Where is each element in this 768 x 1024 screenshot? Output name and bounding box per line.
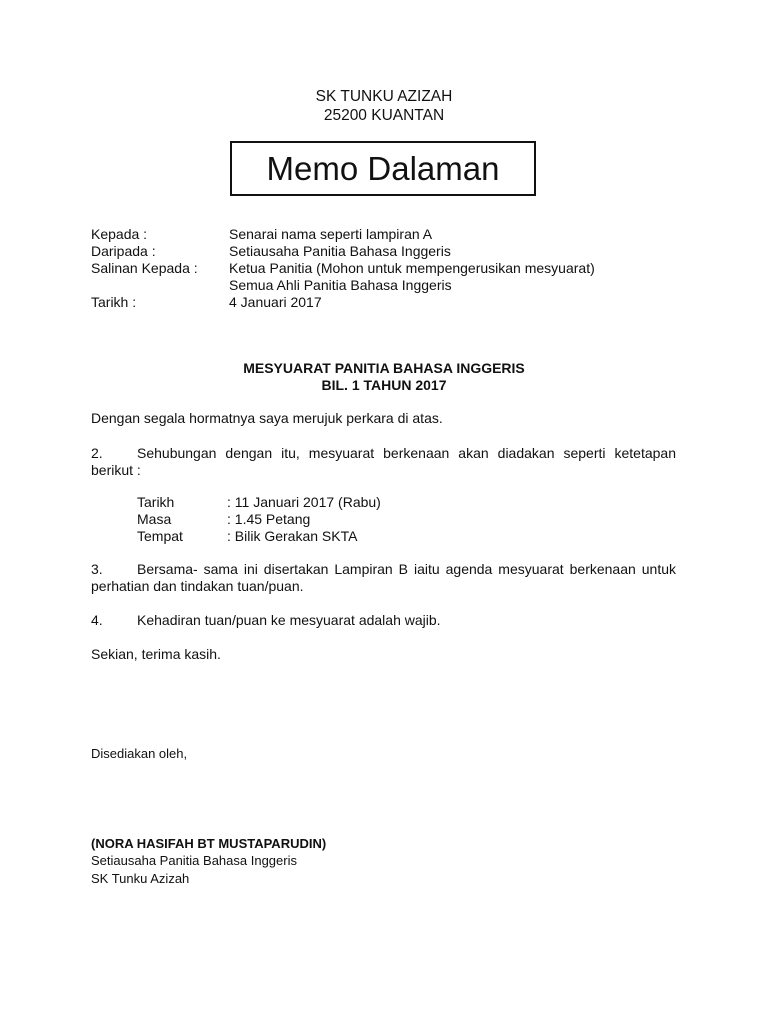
- routing-value-kepada: Senarai nama seperti lampiran A: [229, 226, 433, 242]
- detail-label-tarikh: Tarikh: [137, 494, 175, 510]
- routing-value-salinan-2: Semua Ahli Panitia Bahasa Inggeris: [229, 277, 452, 293]
- detail-value-tarikh: : 11 Januari 2017 (Rabu): [227, 494, 381, 510]
- signatory-name: (NORA HASIFAH BT MUSTAPARUDIN): [91, 836, 327, 851]
- paragraph-3-number: 3.: [91, 561, 103, 577]
- prepared-by: Disediakan oleh,: [91, 746, 188, 761]
- detail-label-masa: Masa: [137, 511, 172, 527]
- paragraph-4-text: Kehadiran tuan/puan ke mesyuarat adalah wajib.: [137, 612, 441, 628]
- memo-title: Memo Dalaman: [266, 149, 500, 187]
- signatory-organization: SK Tunku Azizah: [91, 871, 190, 886]
- paragraph-2-number: 2.: [91, 445, 103, 461]
- closing-line: Sekian, terima kasih.: [91, 646, 221, 662]
- routing-value-daripada: Setiausaha Panitia Bahasa Inggeris: [229, 243, 451, 259]
- paragraph-3: [91, 561, 676, 595]
- routing-value-salinan: Ketua Panitia (Mohon untuk mempengerusikan mesyuarat): [229, 260, 595, 276]
- paragraph-3-text: Bersama- sama ini disertakan Lampiran B iaitu agenda mesyuarat berkenaan untuk perhatian dan tindakan tuan/puan.: [91, 561, 676, 594]
- school-address: 25200 KUANTAN: [323, 107, 445, 124]
- signatory-position: Setiausaha Panitia Bahasa Inggeris: [91, 853, 297, 868]
- memo-title-box: [230, 141, 536, 196]
- school-name: SK TUNKU AZIZAH: [315, 88, 453, 105]
- detail-label-tempat: Tempat: [137, 528, 183, 544]
- detail-value-tempat: : Bilik Gerakan SKTA: [227, 528, 358, 544]
- routing-label-daripada: Daripada :: [91, 243, 156, 259]
- paragraph-2: [91, 445, 676, 479]
- routing-value-tarikh: 4 Januari 2017: [229, 294, 322, 310]
- paragraph-4: [91, 612, 441, 629]
- routing-label-tarikh: Tarikh :: [91, 294, 137, 310]
- paragraph-4-number: 4.: [91, 612, 103, 628]
- routing-label-salinan: Salinan Kepada :: [91, 260, 198, 276]
- subject-line-2: BIL. 1 TAHUN 2017: [321, 377, 447, 393]
- paragraph-2-text: Sehubungan dengan itu, mesyuarat berkenaan akan diadakan seperti ketetapan berikut :: [91, 445, 676, 478]
- subject-line-1: MESYUARAT PANITIA BAHASA INGGERIS: [243, 360, 525, 376]
- routing-label-kepada: Kepada :: [91, 226, 148, 242]
- detail-value-masa: : 1.45 Petang: [227, 511, 311, 527]
- opening-paragraph: Dengan segala hormatnya saya merujuk perkara di atas.: [91, 410, 443, 426]
